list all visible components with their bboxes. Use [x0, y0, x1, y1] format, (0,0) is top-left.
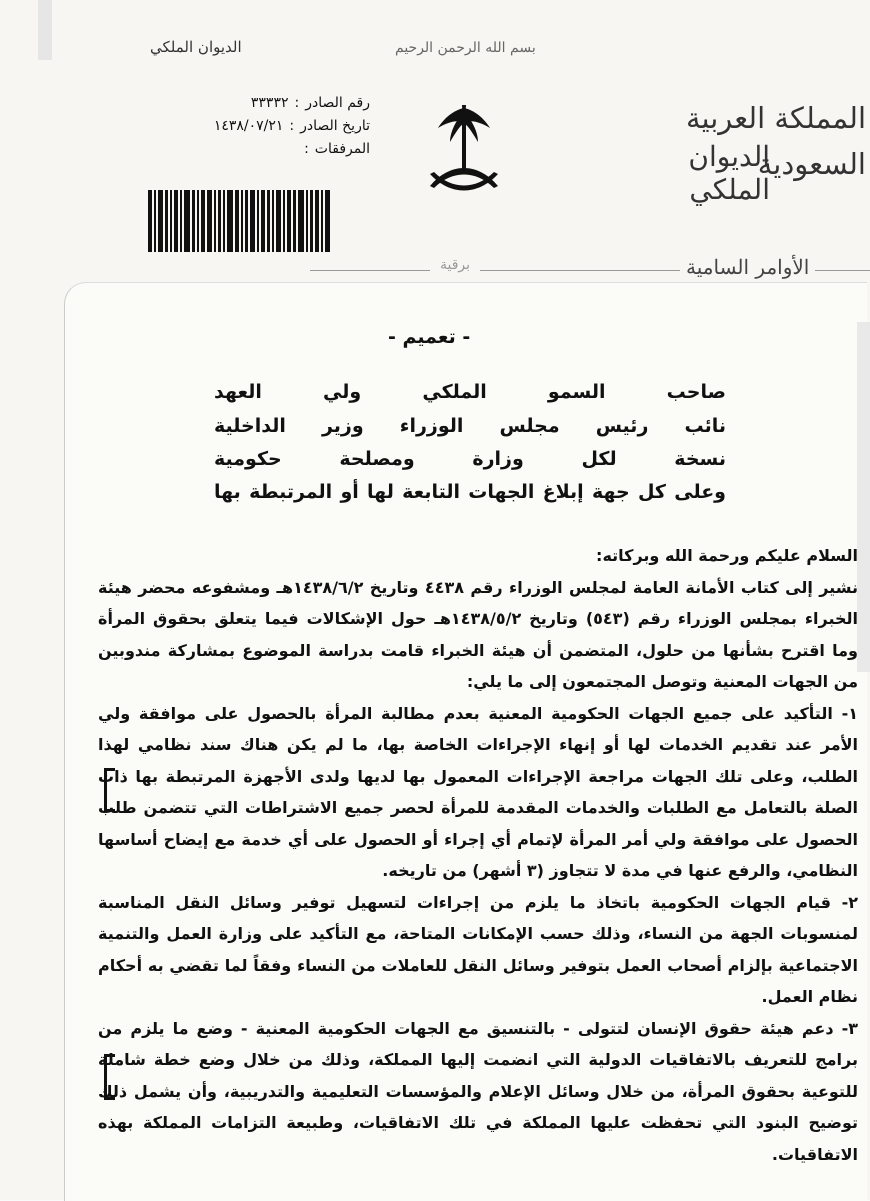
royal-court-small-heading: الديوان الملكي [150, 38, 242, 56]
barcode-bar [170, 190, 172, 252]
barcode-bar [218, 190, 221, 252]
barcode-bar [325, 190, 330, 252]
barcode-bar [165, 190, 168, 252]
barcode-bar [227, 190, 233, 252]
barcode-bar [293, 190, 296, 252]
ref-date-row: تاريخ الصادر : ١٤٣٨/٠٧/٢١ [170, 115, 370, 138]
addressee-line: نائب رئيس مجلس الوزراء وزير الداخلية [214, 415, 726, 437]
barcode-bar [241, 190, 243, 252]
right-edge-shadow [857, 322, 870, 672]
barcode-bar [287, 190, 291, 252]
item-2: ٢- قيام الجهات الحكومية باتخاذ ما يلزم من إجراءات لتسهيل توفير وسائل النقل المناسبة لمنسوبات الجهة من النساء، وذلك حسب الإمكانات المتاحة، مع التأكيد على وزارة العمل والتنمية الاجتماعية بإلزام أصحاب العمل بتوفير وسائل النقل للعاملات من النساء وفقاً لما تقضي به أحكام نظام العمل. [98, 892, 858, 1006]
margin-bracket-mark [104, 1054, 115, 1100]
barcode-bar [250, 190, 255, 252]
barcode-bar [315, 190, 319, 252]
barcode-bar [276, 190, 281, 252]
barcode-bar [306, 190, 308, 252]
barcode-bar [158, 190, 163, 252]
barcode-bar [267, 190, 270, 252]
ref-date-value: ١٤٣٨/٠٧/٢١ [213, 118, 284, 134]
barcode [148, 190, 366, 252]
barcode-bar [197, 190, 199, 252]
barcode-bar [272, 190, 274, 252]
barcode-bar [310, 190, 313, 252]
barcode-bar [235, 190, 239, 252]
barcode-bar [214, 190, 216, 252]
barcode-bar [192, 190, 195, 252]
kingdom-name: المملكة العربية السعودية [685, 101, 866, 181]
basmala: بسم الله الرحمن الرحيم [395, 40, 536, 56]
addressee-line: نسخة لكل وزارة ومصلحة حكومية [214, 448, 726, 470]
reference-block [170, 92, 370, 161]
barcode-bar [148, 190, 152, 252]
addressee-line: صاحب السمو الملكي ولي العهد [214, 381, 726, 403]
barcode-bar [174, 190, 178, 252]
barcode-bar [245, 190, 248, 252]
barcode-bar [201, 190, 205, 252]
royal-court-name: الديوان الملكي [688, 140, 770, 206]
greeting: السلام عليكم ورحمة الله وبركاته: [596, 546, 858, 565]
page-edge-shadow [38, 0, 52, 60]
barcode-bar [298, 190, 304, 252]
item-1: ١- التأكيد على جميع الجهات الحكومية المعنية بعدم مطالبة المرأة بالحصول على موافقة ولي الأمر عند تقديم الخدمات لها أو إنهاء الإجراءات الخاصة بها، ما لم يكن هناك سند نظامي لهذا الطلب، وعلى تلك الجهات مراجعة الإجراءات المعمول بها لديها ولدى الأجهزة المرتبطة بها ذات الصلة بالتعامل مع الطلبات والخدمات المقدمة للمرأة لحصر جميع الاشتراطات التي تتضمن طلب الحصول على موافقة ولي أمر المرأة لإتمام أي إجراء أو الحصول على أي خدمة مع إيضاح أساسها النظامي، والرفع عنها في مدة لا تتجاوز (٣ أشهر) من تاريخه. [98, 703, 858, 880]
barcode-bar [154, 190, 156, 252]
margin-bracket-mark [104, 768, 115, 812]
barcode-bar [321, 190, 323, 252]
addressee-line: وعلى كل جهة إبلاغ الجهات التابعة لها أو المرتبطة بها [214, 481, 726, 503]
circular-title: - تعميم - [388, 326, 471, 348]
royal-orders-label: الأوامر السامية [680, 255, 815, 279]
paragraph-intro: نشير إلى كتاب الأمانة العامة لمجلس الوزراء رقم ٤٤٣٨ وتاريخ ١٤٣٨/٦/٢هـ ومشفوعه محضر هيئة الخبراء بمجلس الوزراء رقم (٥٤٣) وتاريخ ١٤٣٨/٥/٢هـ حول الإشكالات فيما يتعلق بحقوق المرأة وما اقترح بشأنها من حلول، المتضمن أن هيئة الخبراء قامت بدراسة الموضوع بمشاركة مندوبين من الجهات المعنية وتوصل المجتمعون إلى ما يلي: [98, 577, 859, 691]
barcode-bar [283, 190, 285, 252]
palm-swords-emblem-icon [420, 100, 508, 200]
ref-number-row: رقم الصادر : ٣٣٣٣٢ [170, 92, 370, 115]
barcode-bar [257, 190, 259, 252]
letter-body [98, 540, 858, 1170]
attachments-label: المرفقات [314, 141, 370, 157]
barcode-bar [184, 190, 190, 252]
ref-date-label: تاريخ الصادر [300, 118, 370, 134]
telegram-label: برقية [430, 257, 480, 273]
attachments-row: المرفقات : [170, 138, 370, 161]
ref-number-label: رقم الصادر [305, 95, 370, 111]
barcode-bar [207, 190, 212, 252]
ref-number-value: ٣٣٣٣٢ [250, 95, 289, 111]
barcode-bar [223, 190, 225, 252]
item-3: ٣- دعم هيئة حقوق الإنسان لتتولى - بالتنسيق مع الجهات الحكومية المعنية - وضع ما يلزم من برامج للتعريف بالاتفاقيات الدولية التي انضمت إليها المملكة، وذلك من خلال وضع خطة شاملة للتوعية بحقوق المرأة، من خلال وسائل الإعلام والمؤسسات التعليمية والتدريبية، وأن يشمل ذلك توضيح البنود التي تحفظت عليها المملكة في تلك الاتفاقيات، وطبيعة التزامات المملكة بهذه الاتفاقيات. [98, 1018, 858, 1164]
barcode-bar [180, 190, 182, 252]
barcode-bar [261, 190, 265, 252]
